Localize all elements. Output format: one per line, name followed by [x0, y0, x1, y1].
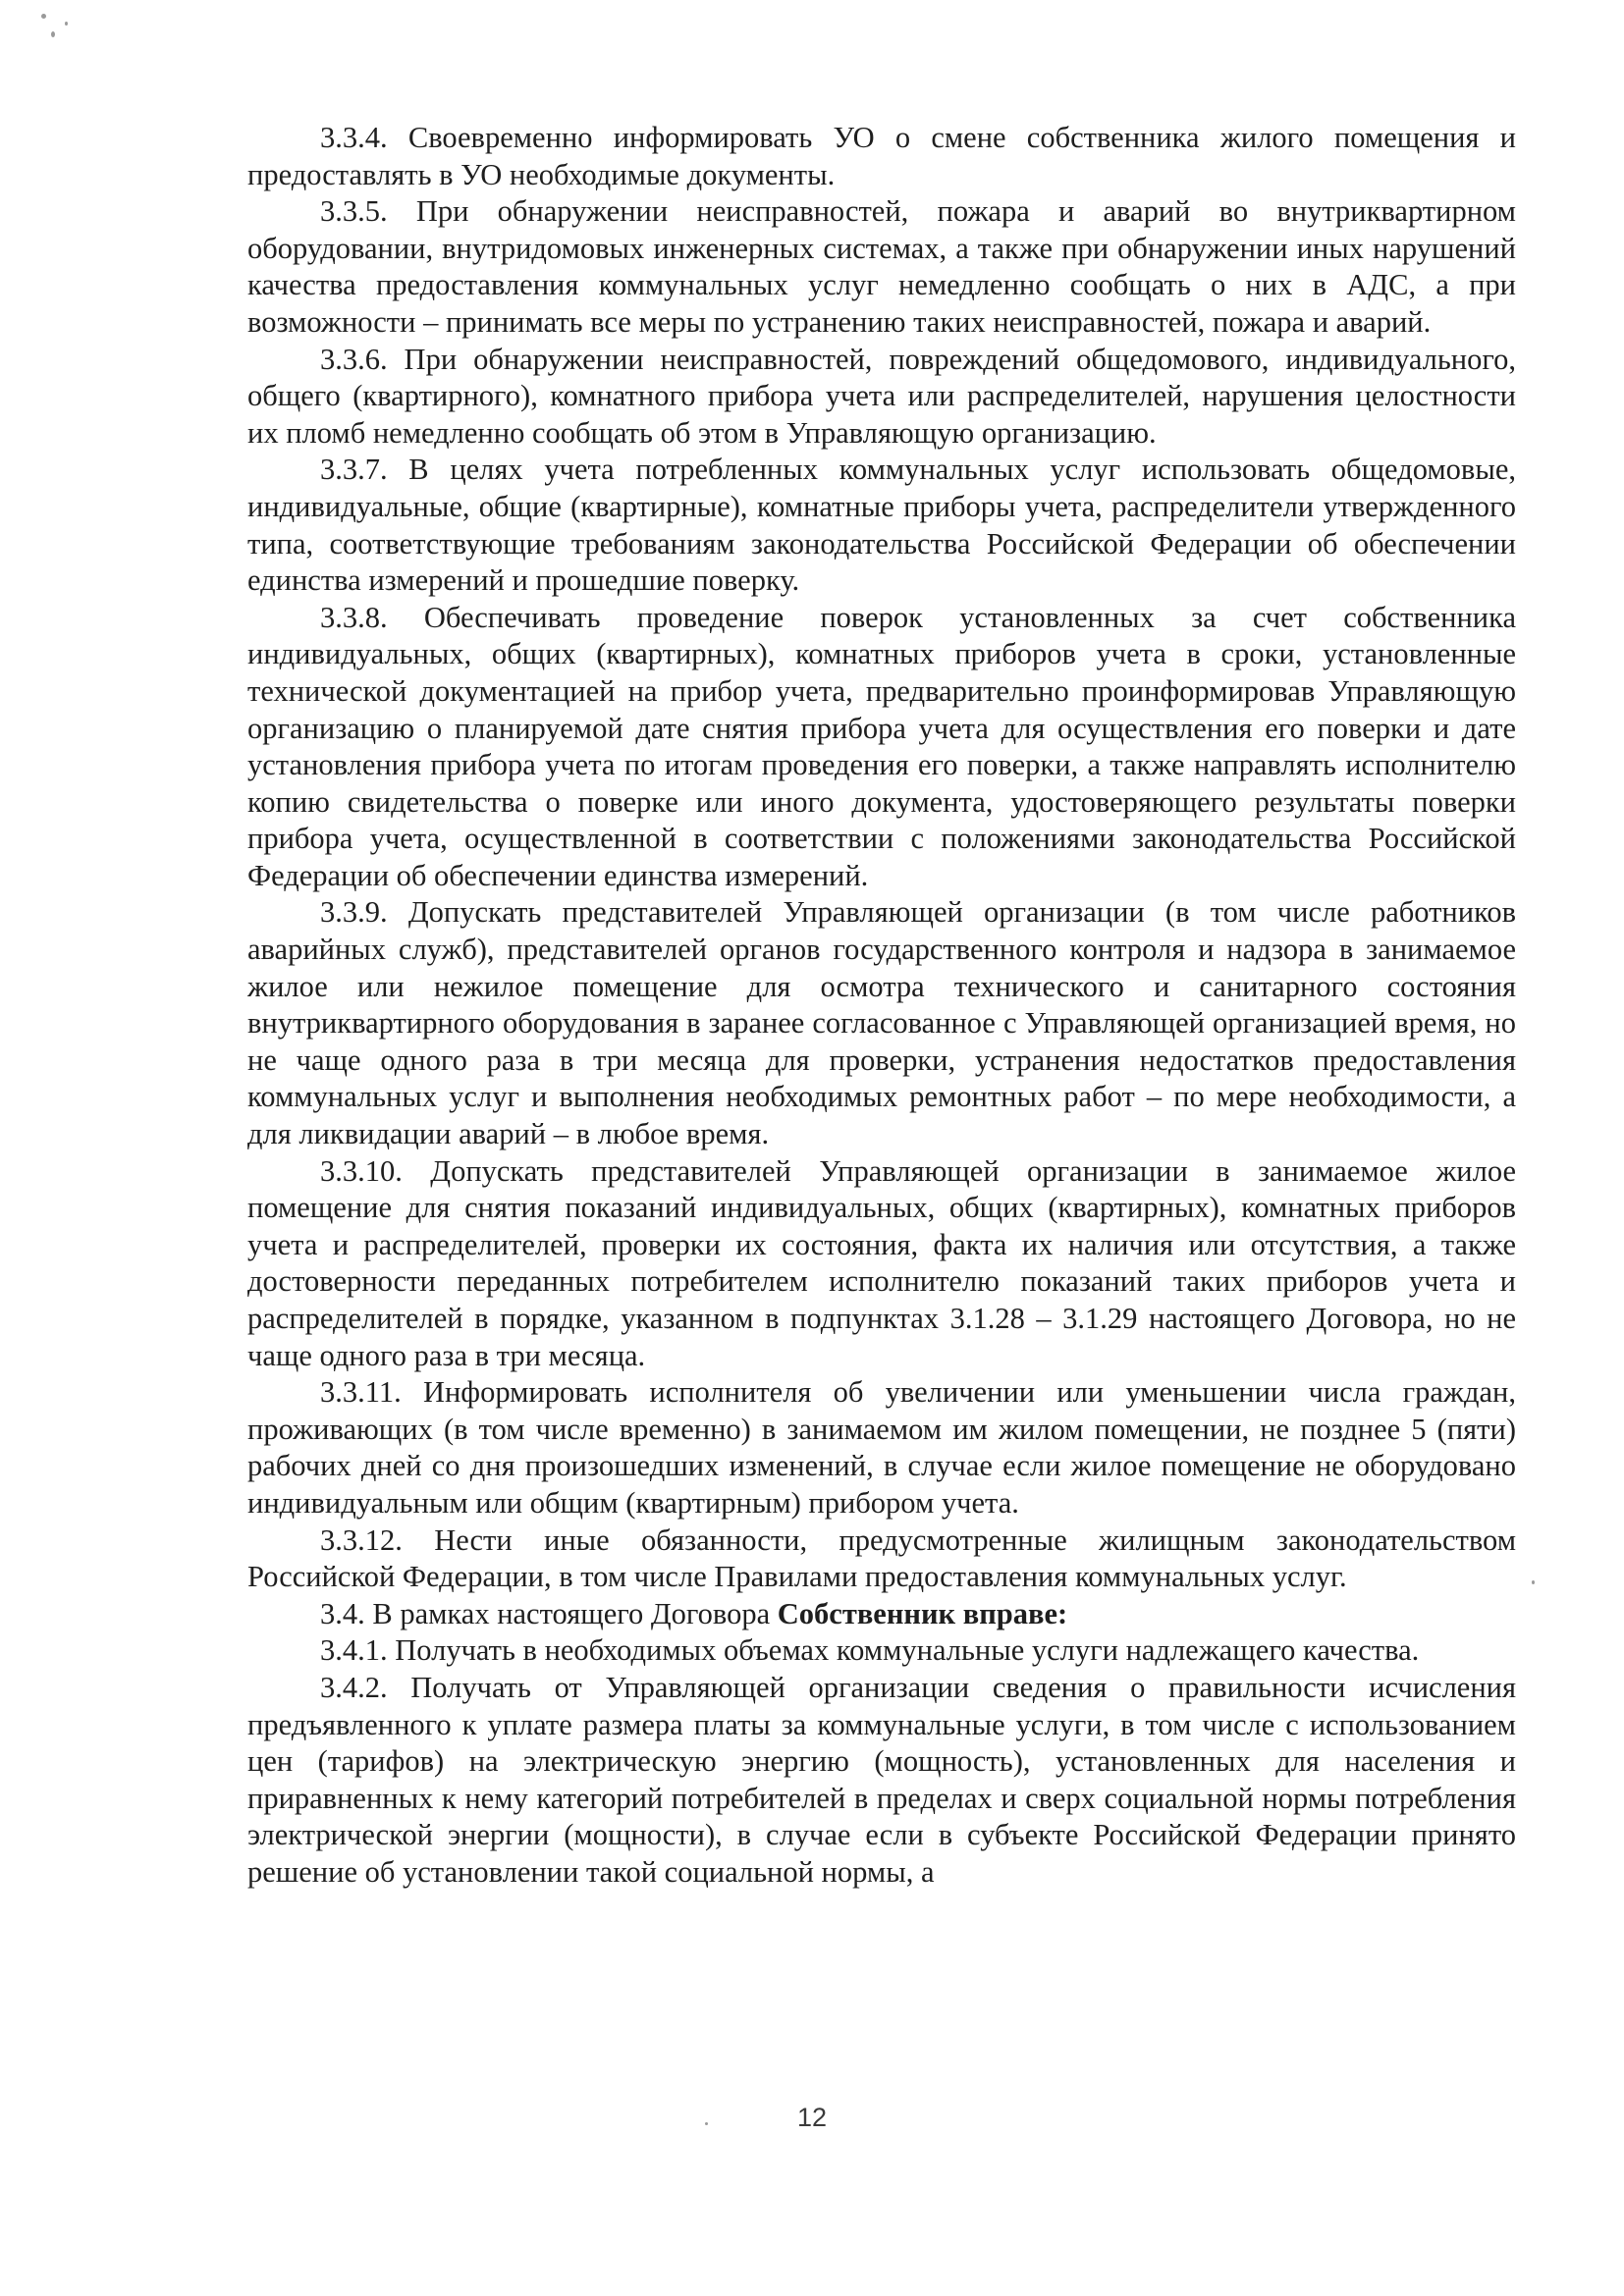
page-number: 12 [796, 2103, 828, 2132]
scan-speck [41, 14, 46, 19]
clause-3-4-lead: 3.4. В рамках настоящего Договора [320, 1596, 778, 1630]
clause-3-3-8: 3.3.8. Обеспечивать проведение поверок установленных за счет собственника индивидуальных, общих (квартирных), комнатных приборов учета в сроки, установленные технической документацией на прибор учета, предварительно проинформировав Управляющую организацию о планируемой дате снятия прибора учета для осуществления его поверки и дате установления прибора учета по итогам проведения его поверки, а также направлять исполнителю копию свидетельства о поверке или иного документа, удостоверяющего результаты поверки прибора учета, осуществленной в соответствии с положениями законодательства Российской Федерации об обеспечении единства измерений. [247, 600, 1516, 892]
clause-3-3-9: 3.3.9. Допускать представителей Управляющей организации (в том числе работников аварийных служб), представителей органов государственного контроля и надзора в занимаемое жилое или нежилое помещение для осмотра технического и санитарного состояния внутриквартирного оборудования в заранее согласованное с Управляющей организацией время, но не чаще одного раза в три месяца для проверки, устранения недостатков предоставления коммунальных услуг и выполнения необходимых ремонтных работ – по мере необходимости, а для ликвидации аварий – в любое время. [247, 895, 1516, 1151]
clause-3-4-1: 3.4.1. Получать в необходимых объемах коммунальные услуги надлежащего качества. [320, 1633, 1420, 1668]
clause-3-3-5: 3.3.5. При обнаружении неисправностей, пожара и аварий во внутриквартирном оборудовании, внутридомовых инженерных системах, а также при обнаружении иных нарушений качества предоставления коммунальных услуг немедленно сообщать о них в АДС, а при возможности – принимать все меры по устранению таких неисправностей, пожара и аварий. [247, 194, 1516, 339]
document-page [247, 120, 1516, 1892]
clause-3-3-4: 3.3.4. Своевременно информировать УО о смене собственника жилого помещения и предоставлять в УО необходимые документы. [247, 121, 1516, 191]
clause-3-3-6: 3.3.6. При обнаружении неисправностей, повреждений общедомового, индивидуального, общего (квартирного), комнатного прибора учета или распределителей, нарушения целостности их пломб немедленно сообщать об этом в Управляющую организацию. [247, 342, 1516, 450]
clause-3-3-12: 3.3.12. Нести иные обязанности, предусмотренные жилищным законодательством Российской Федерации, в том числе Правилами предоставления коммунальных услуг. [247, 1522, 1516, 1594]
scan-speck [1532, 1580, 1535, 1584]
scan-speck [65, 22, 68, 26]
clause-3-4 [247, 1596, 1516, 1633]
clause-3-3-11: 3.3.11. Информировать исполнителя об увеличении или уменьшении числа граждан, проживающих (в том числе временно) в занимаемом им жилом помещении, не позднее 5 (пяти) рабочих дней со дня произошедших изменений, в случае если жилое помещение не оборудовано индивидуальным или общим (квартирным) прибором учета. [247, 1375, 1516, 1520]
scan-speck [51, 31, 55, 37]
clause-3-3-10: 3.3.10. Допускать представителей Управляющей организации в занимаемое жилое помещение для снятия показаний индивидуальных, общих (квартирных), комнатных приборов учета и распределителей, проверки их состояния, факта их наличия или отсутствия, а также достоверности переданных потребителем исполнителю показаний таких приборов учета и распределителей в порядке, указанном в подпунктах 3.1.28 – 3.1.29 настоящего Договора, но не чаще одного раза в три месяца. [247, 1153, 1516, 1372]
clause-3-3-7: 3.3.7. В целях учета потребленных коммунальных услуг использовать общедомовые, индивидуальные, общие (квартирные), комнатные приборы учета, распределители утвержденного типа, соответствующие требованиям законодательства Российской Федерации об обеспечении единства измерений и прошедшие поверку. [247, 453, 1516, 598]
clause-3-4-bold: Собственник вправе: [777, 1596, 1068, 1630]
scan-speck [705, 2122, 708, 2125]
clause-3-4-2: 3.4.2. Получать от Управляющей организации сведения о правильности исчисления предъявленного к уплате размера платы за коммунальные услуги, в том числе с использованием цен (тарифов) на электрическую энергию (мощность), установленных для населения и приравненных к нему категорий потребителей в пределах и сверх социальной нормы потребления электрической энергии (мощности), в случае если в субъекте Российской Федерации принято решение об установлении такой социальной нормы, а [247, 1670, 1516, 1889]
